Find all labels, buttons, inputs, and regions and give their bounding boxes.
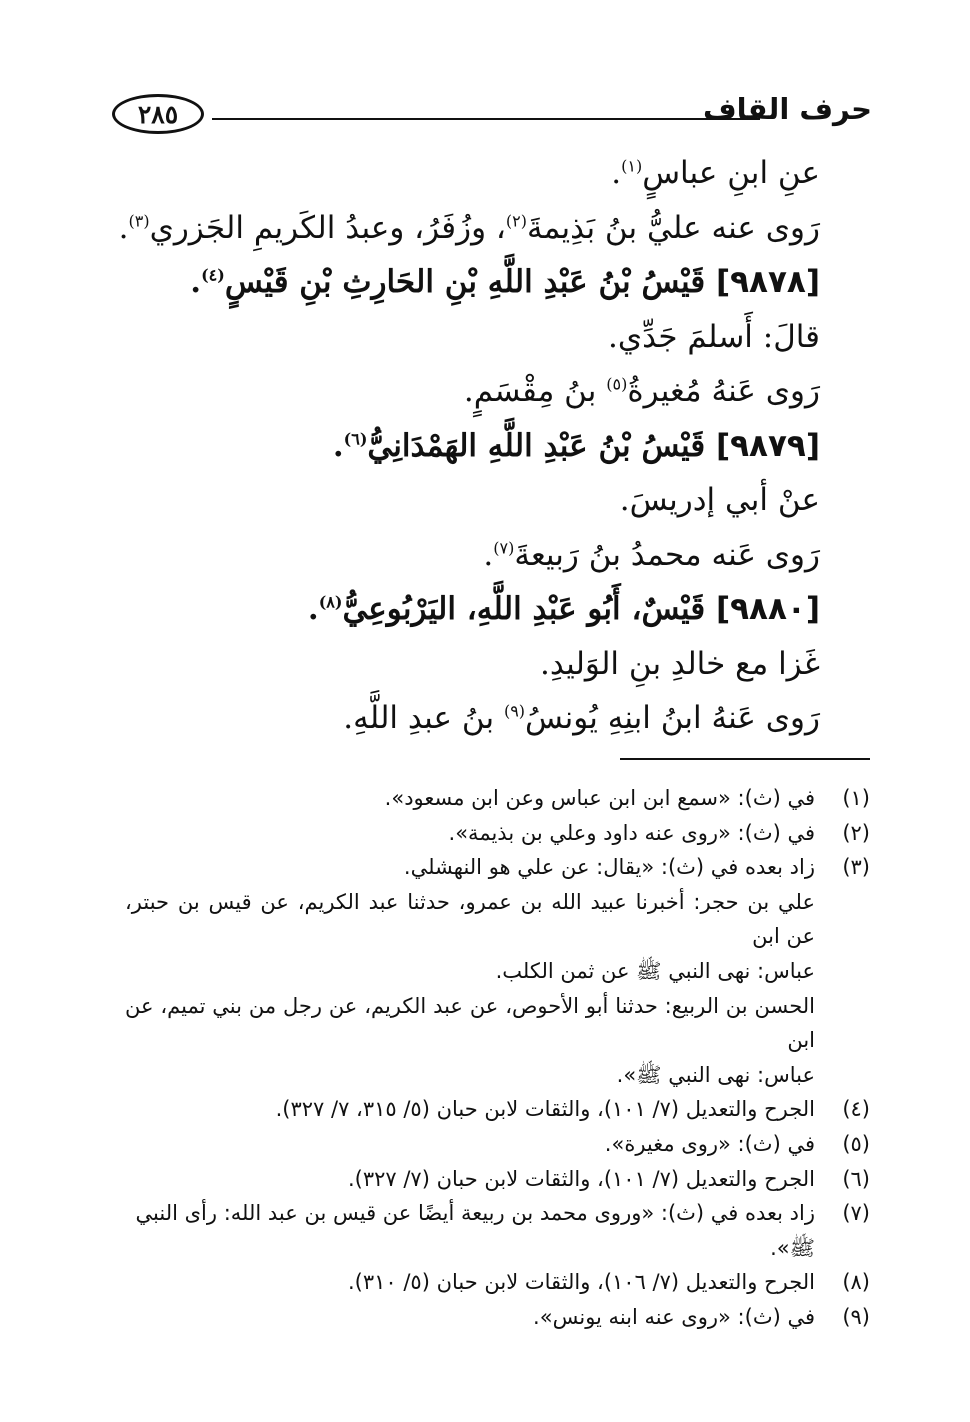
footnote-ref: (٧): [493, 538, 515, 558]
entry-heading: [٩٨٨٠] قَيْسٌ، أَبُو عَبْدِ اللَّهِ، اليَرْبُوعِيُّ$^{(٨)}$.: [307, 591, 820, 627]
footnote-3: [125, 850, 870, 885]
footnote-text: زاد بعده في (ث): «وروى محمد بن ربيعة أيضًا عن قيس بن عبد الله: رأى النبي ﷺ».: [135, 1201, 815, 1260]
page-number: ٢٨٥: [112, 94, 204, 134]
entry-number: [٩٨٨٠]: [715, 591, 820, 627]
footnote-ref: (٥): [606, 374, 628, 394]
footnote-1: [125, 781, 870, 816]
footnote-3-continuation: علي بن حجر: أخبرنا عبيد الله بن عمرو، حدثنا عبد الكريم، عن قيس بن حبتر، عن ابن: [125, 889, 815, 949]
header-rule: [212, 118, 760, 120]
footnote-6: [125, 1162, 870, 1197]
footnote-rule: [620, 758, 870, 760]
footnote-text: زاد بعده في (ث): «يقال: عن علي هو النهشلي.: [403, 855, 815, 880]
footnote-text: في (ث): «روى مغيرة».: [604, 1131, 815, 1156]
text-line: رَوى عَنهُ ابنُ ابنِهِ يُونسُ$^{(٩)}$ بنُ عبدِ اللَّهِ.: [343, 700, 820, 736]
text-line: عنِ ابنِ عباسٍ$^{(١)}$.: [611, 155, 820, 191]
text-line: قالَ: أَسلمَ جَدِّي.: [608, 318, 820, 355]
footnote-marker: (٦): [842, 1166, 870, 1191]
footnote-text: الجرح والتعديل (٧/ ١٠١)، والثقات لابن حبان (٧/ ٣٢٧).: [347, 1166, 815, 1191]
entry-heading: [٩٨٧٩] قَيْسُ بْنُ عَبْدِ اللَّهِ الهَمْدَانِيُّ$^{(٦)}$.: [332, 427, 820, 464]
footnote-text: في (ث): «روى عنه ابنه يونس».: [533, 1304, 815, 1329]
main-text: [120, 146, 820, 746]
text-line: رَوى عَنهُ مُغيرةُ$^{(٥)}$ بنُ مِقْسَمٍ.: [463, 373, 820, 409]
footnote-7: [125, 1196, 870, 1265]
text-line: غَزا مع خالدِ بنِ الوَليدِ.: [540, 645, 820, 682]
entry-number: [٩٨٧٨]: [715, 264, 820, 300]
page-header: [112, 92, 872, 140]
text-line: رَوى عَنه محمدُ بنُ رَبيعةَ$^{(٧)}$.: [483, 536, 820, 573]
footnote-text: الجرح والتعديل (٧/ ١٠١)، والثقات لابن حبان (٥/ ٣١٥، ٧/ ٣٢٧).: [275, 1097, 815, 1122]
footnote-marker: (٩): [842, 1304, 870, 1329]
text-line: عنْ أبي إدريسَ.: [619, 482, 820, 518]
entry-heading: [٩٨٧٨] قَيْسُ بْنُ عَبْدِ اللَّهِ بْنِ الحَارِثِ بْنِ قَيْسٍ$^{(٤)}$.: [190, 264, 820, 300]
footnote-text: في (ث): «سمع ابن ابن عباس وعن ابن مسعود».: [384, 786, 815, 810]
footnote-3-continuation: عباس: نهى النبي ﷺ».: [616, 1062, 815, 1087]
footnote-marker: (٣): [842, 855, 870, 880]
text-line: رَوى عنه عليُّ بنُ بَذِيمةَ$^{(٢)}$، وزُفَرُ، وعبدُ الكَريمِ الجَزري$^{(٣)}$.: [118, 209, 820, 246]
footnote-5: [125, 1127, 870, 1162]
footnote-9: [125, 1300, 870, 1335]
footnote-marker: (٤): [842, 1097, 870, 1122]
footnote-marker: (٨): [842, 1270, 870, 1295]
footnote-marker: (١): [842, 786, 870, 810]
entry-number: [٩٨٧٩]: [715, 427, 820, 464]
footnote-4: [125, 1092, 870, 1127]
footnotes: [125, 781, 870, 1335]
footnote-ref: (١): [621, 156, 643, 176]
footnote-ref: (٣): [128, 211, 150, 231]
footnote-text: في (ث): «روى عنه داود وعلي بن بذيمة».: [448, 820, 815, 845]
footnote-2: [125, 816, 870, 851]
footnote-marker: (٢): [842, 820, 870, 845]
footnote-ref: (٦): [343, 429, 368, 449]
footnote-ref: (٤): [201, 265, 225, 285]
footnote-ref: (٨): [318, 592, 343, 612]
footnote-8: [125, 1265, 870, 1300]
running-title: حرف القاف: [702, 92, 872, 126]
footnote-text: الجرح والتعديل (٧/ ١٠٦)، والثقات لابن حبان (٥/ ٣١٠).: [347, 1270, 815, 1295]
footnote-marker: (٥): [842, 1131, 870, 1156]
footnote-ref: (٢): [505, 211, 527, 231]
footnote-3-continuation: الحسن بن الربيع: حدثنا أبو الأحوص، عن عبد الكريم، عن رجل من بني تميم، عن ابن: [125, 993, 815, 1053]
footnote-3-continuation: عباس: نهى النبي ﷺ عن ثمن الكلب.: [495, 958, 815, 983]
footnote-marker: (٧): [842, 1201, 870, 1226]
footnote-ref: (٩): [503, 701, 526, 721]
